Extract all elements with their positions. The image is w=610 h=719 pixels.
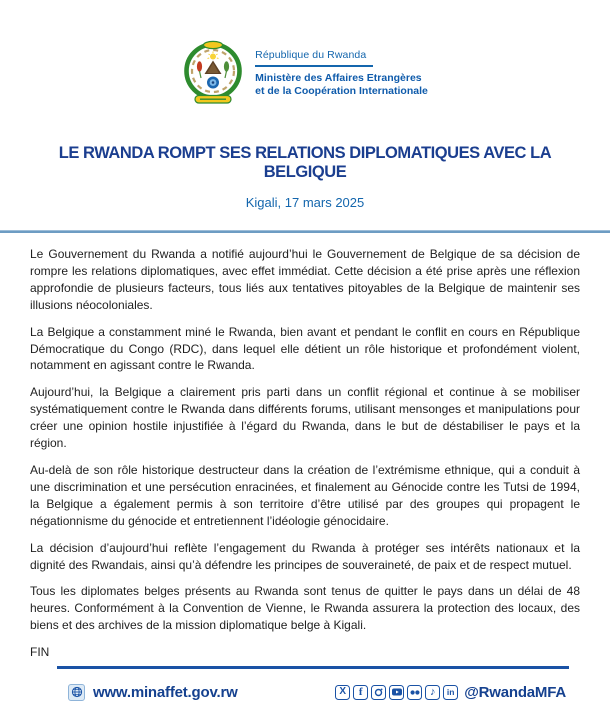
ministry-name-line1: Ministère des Affaires Etrangères [255,71,422,84]
dateline: Kigali, 17 mars 2025 [245,195,365,210]
paragraph-2: La Belgique a constamment miné le Rwanda, bien avant et pendant le conflit en cours en République Démocratique du Congo (RDC), dans lequel elle détient un rôle historique et profondément violent, notamment en agissant contre le Rwanda. [30,324,580,373]
ministry-name-line2: et de la Coopération Internationale [255,84,428,97]
letterhead [0,0,610,106]
website-url[interactable]: www.minaffet.gov.rw [93,683,238,701]
paragraph-6: Tous les diplomates belges présents au Rwanda sont tenus de quitter le pays dans un délai de 48 heures. Conformément à la Convention de Vienne, le Rwanda assurera la protection des locaux, des biens et des archives de la mission diplomatique belge à Kigali. [30,584,580,633]
social-media-links [335,684,566,701]
linkedin-icon[interactable]: in [443,685,458,700]
closing-fin: FIN [30,645,50,660]
youtube-icon[interactable] [389,685,404,700]
tiktok-icon[interactable]: ♪ [425,685,440,700]
header-rule [255,65,373,67]
footer [68,678,566,706]
rwanda-coat-of-arms-logo [182,40,244,106]
paragraph-1: Le Gouvernement du Rwanda a notifié aujourd’hui le Gouvernement de Belgique de sa décision de rompre les relations diplomatiques, avec effet immédiat. Cette décision a été prise après une réflexion approfondie de plusieurs facteurs, tous liés aux tentatives pitoyables de la Belgique de maintenir ses illusions néocoloniales. [30,247,580,312]
website-link[interactable] [68,684,238,701]
press-release-title: LE RWANDA ROMPT SES RELATIONS DIPLOMATIQUES AVEC LA BELGIQUE [58,144,552,181]
instagram-icon[interactable] [371,685,386,700]
footer-divider [57,666,569,669]
paragraph-5: La décision d’aujourd’hui reflète l’engagement du Rwanda à protéger ses intérêts nationaux et la dignité des Rwandais, ainsi qu’à défendre les principes de souveraineté, de paix et de respect mutuel. [30,540,580,572]
x-twitter-icon[interactable]: X [335,685,350,700]
flickr-icon[interactable] [407,685,422,700]
paragraph-3: Aujourd’hui, la Belgique a clairement pris parti dans un conflit régional et continue à se mobiliser systématiquement contre le Rwanda dans différents forums, utilisant mensonges et manipulations pour créer une opinion hostile injustifiée à l’égard du Rwanda, dans le but de déstabiliser le pays et la région. [30,385,580,451]
country-name: République du Rwanda [255,48,367,61]
facebook-icon[interactable]: f [353,685,368,700]
paragraph-4: Au-delà de son rôle historique destructeur dans la création de l’extrémisme ethnique, qui a conduit à une discrimination et une persécution enracinées, et finalement au Génocide contre les Tutsi de 1994, la Belgique a également permis à son territoire d’être utilisé par des groupes qui propagent le négationnisme du génocide et entretiennent l’idéologie génocidaire. [30,462,580,528]
press-release-body [0,233,610,661]
globe-icon [68,684,85,701]
ministry-identity [255,49,428,98]
social-handle[interactable]: @RwandaMFA [464,683,566,701]
